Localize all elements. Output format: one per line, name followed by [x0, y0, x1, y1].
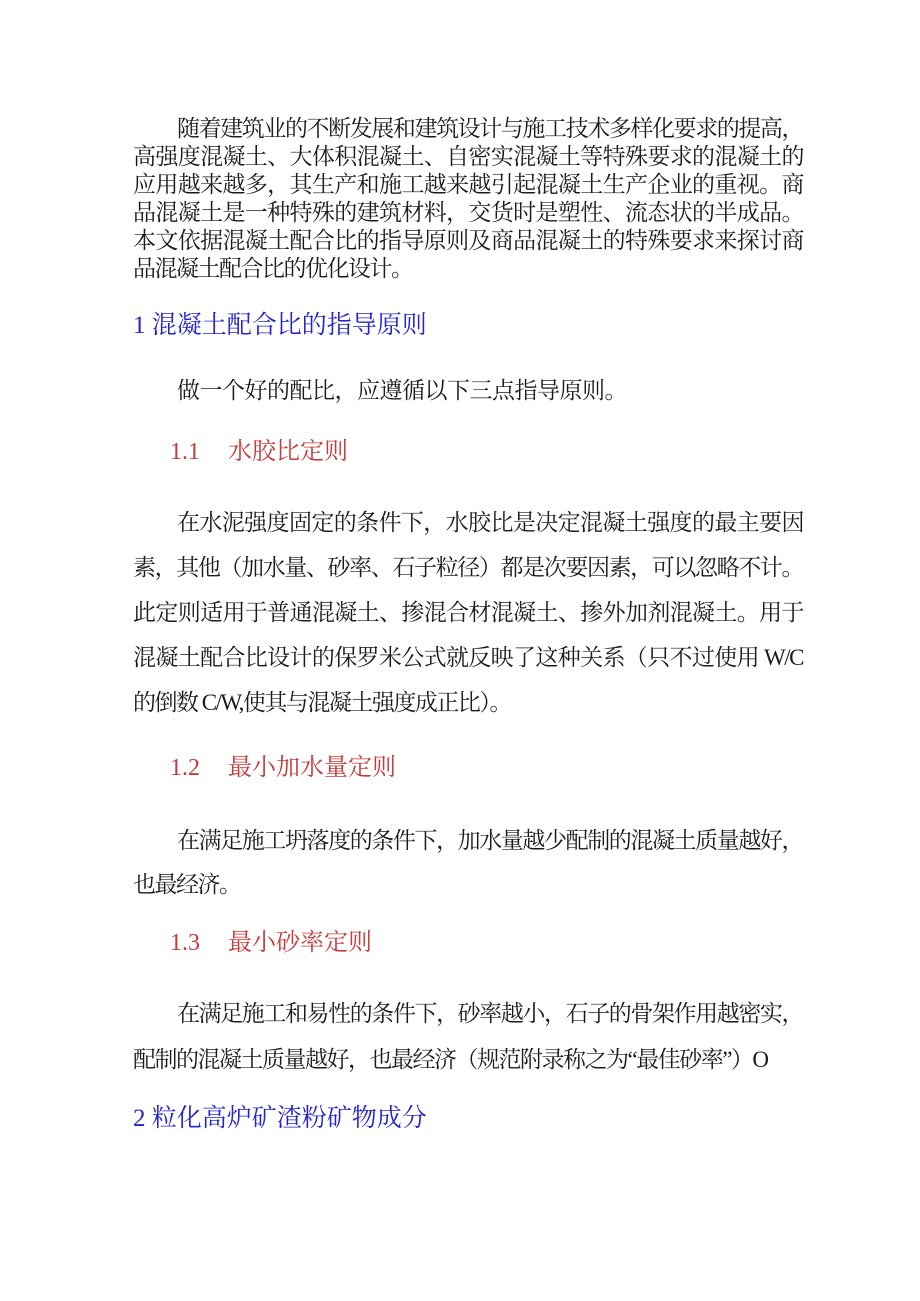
heading-number: 1.3: [170, 930, 200, 956]
paragraph-line: 随着建筑业的不断发展和建筑设计与施工技术多样化要求的提高，: [177, 116, 803, 141]
paragraph-line: 在满足施工坍落度的条件下，加水量越少配制的混凝土质量越好，: [177, 828, 803, 853]
subsection-1-2-paragraph: [133, 819, 803, 907]
subsection-1-2-heading: [133, 753, 803, 783]
heading-title: 最小砂率定则: [228, 930, 372, 956]
paragraph-line: 品混凝土是一种特殊的建筑材料，交货时是塑性、流态状的半成品。: [133, 200, 803, 225]
section-1-heading: 1 混凝土配合比的指导原则: [133, 312, 427, 339]
paragraph-line: 在水泥强度固定的条件下，水胶比是决定混凝土强度的最主要因: [177, 510, 803, 535]
subsection-1-1-paragraph: [133, 500, 803, 725]
heading-title: 最小加水量定则: [228, 755, 396, 781]
paragraph-line: 配制的混凝土质量越好，也最经济（规范附录称之为“最佳砂率”）O: [133, 1047, 768, 1072]
section-2-heading: 2 粒化高炉矿渣粉矿物成分: [133, 1105, 427, 1132]
paragraph-line: 也最经济。: [133, 872, 241, 897]
paragraph-line: 素，其他（加水量、砂率、石子粒径）都是次要因素，可以忽略不计。: [133, 555, 803, 580]
paragraph-line: 此定则适用于普通混凝土、掺混合材混凝土、掺外加剂混凝土。用于: [133, 600, 803, 625]
heading-title: 水胶比定则: [228, 439, 348, 465]
paragraph-line: 在满足施工和易性的条件下，砂率越小，石子的骨架作用越密实，: [177, 1001, 803, 1026]
paragraph-line: 本文依据混凝土配合比的指导原则及商品混凝土的特殊要求来探讨商: [133, 228, 803, 253]
subsection-1-1-heading: [133, 437, 803, 467]
heading-number: 1.1: [170, 439, 200, 465]
paragraph-line: 混凝土配合比设计的保罗米公式就反映了这种关系（只不过使用 W/C: [133, 645, 803, 670]
paragraph-line: 的倒数 C/W,使其与混凝土强度成正比）。: [133, 690, 511, 715]
paragraph-line: 应用越来越多，其生产和施工越来越引起混凝土生产企业的重视。商: [133, 172, 803, 197]
paragraph-line: 品混凝土配合比的优化设计。: [133, 256, 413, 281]
subsection-1-3-paragraph: [133, 991, 803, 1083]
paragraph-line: 高强度混凝土、大体积混凝土、自密实混凝土等特殊要求的混凝土的: [133, 144, 803, 169]
intro-paragraph: [133, 115, 803, 283]
heading-number: 1.2: [170, 755, 200, 781]
subsection-1-3-heading: [133, 928, 803, 958]
section-1-lead-text: 做一个好的配比，应遵循以下三点指导原则。: [177, 378, 627, 403]
